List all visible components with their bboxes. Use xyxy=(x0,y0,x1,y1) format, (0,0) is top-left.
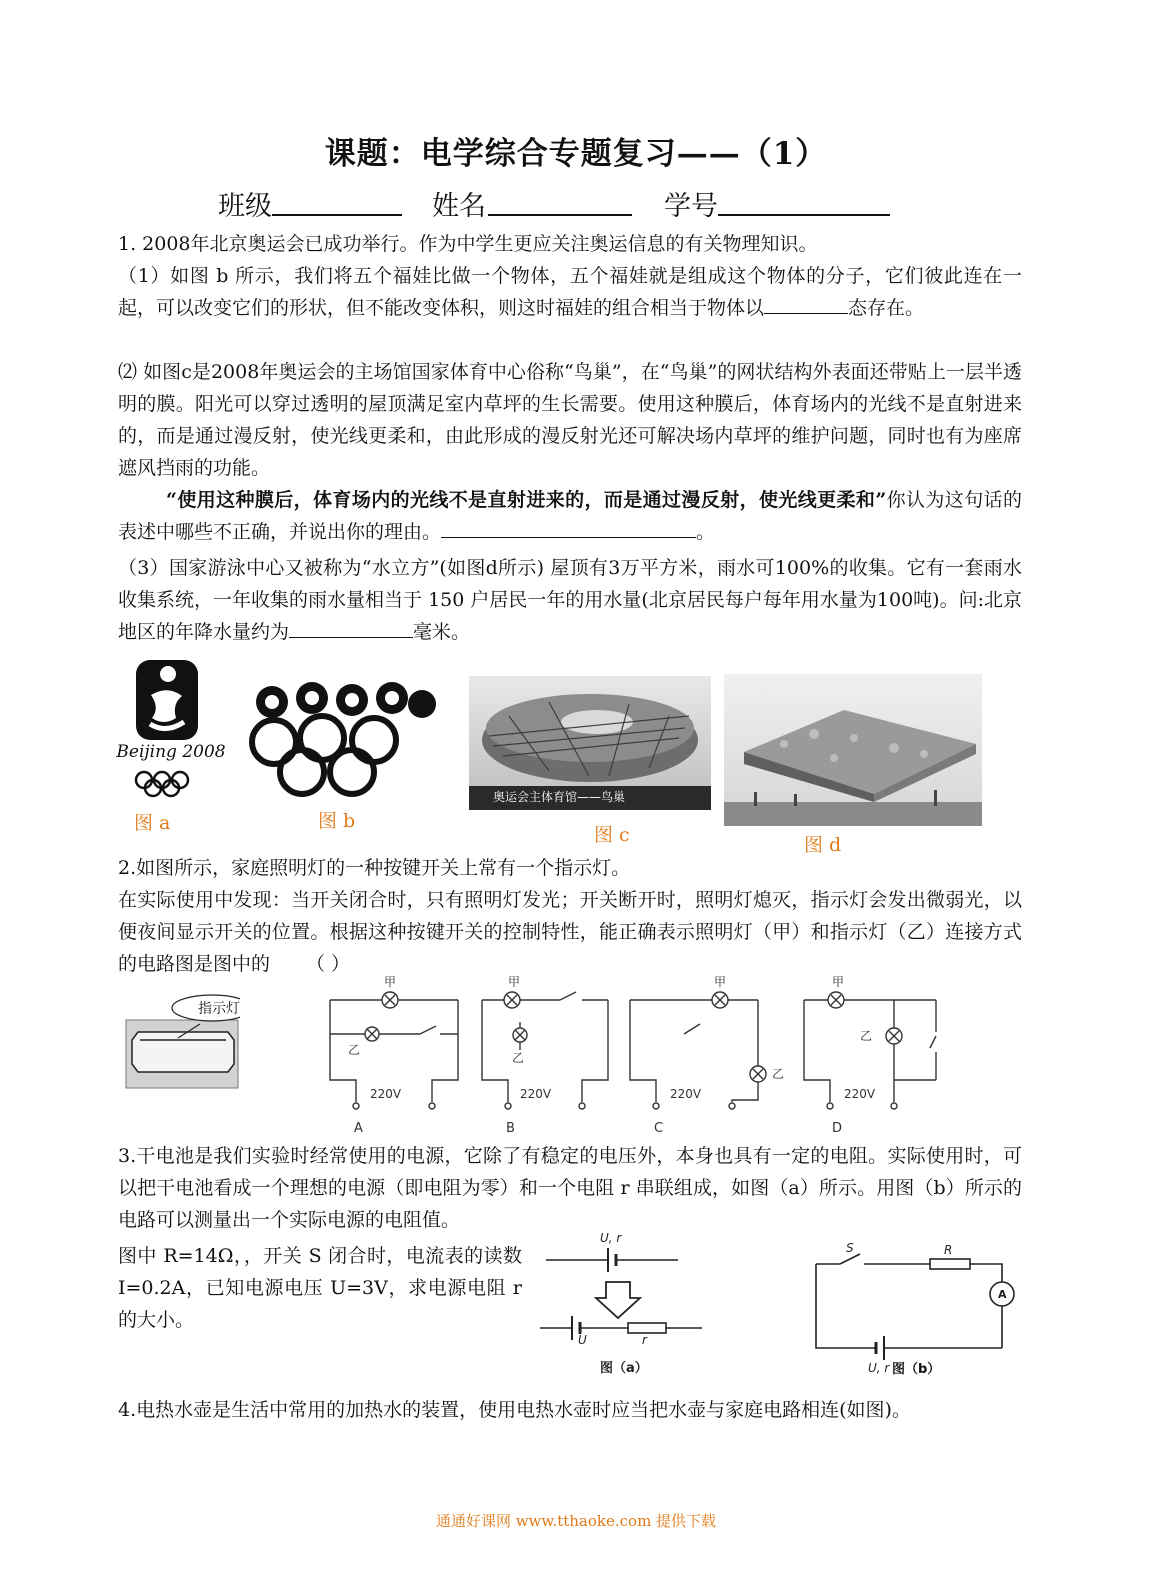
id-blank[interactable] xyxy=(718,186,890,216)
name-blank[interactable] xyxy=(488,186,632,216)
id-label: 学号 xyxy=(664,191,718,222)
option-d-label: D xyxy=(832,1121,843,1136)
water-cube-photo xyxy=(724,674,982,826)
q3-intro: 3.干电池是我们实验时经常使用的电源，它除了有稳定的电压外，本身也具有一定的电阻。实际使用时，可以把干电池看成一个理想的电源（即电阻为零）和一个电阻 r 串联组成，如图（a）所示。用图（b）所示的电路可以测量出一个实际电源的电阻值。 xyxy=(118,1145,1022,1231)
c-voltage: 220V xyxy=(670,1087,702,1101)
c-yi-label: 乙 xyxy=(772,1067,785,1081)
q4-text: 4.电热水壶是生活中常用的加热水的装置，使用电热水壶时应当把水壶与家庭电路相连(如图)。 xyxy=(118,1399,911,1421)
fig-a-caption: 图 a xyxy=(134,812,171,834)
beijing-logo xyxy=(116,660,226,800)
class-blank[interactable] xyxy=(272,186,402,216)
q1-part1-text: （1）如图 b 所示，我们将五个福娃比做一个物体，五个福娃就是组成这个物体的分子，它们彼此连在一起，可以改变它们的形状，但不能改变体积，则这时福娃的组合相当于物体以 xyxy=(118,265,1022,319)
class-label: 班级 xyxy=(218,191,272,222)
u-label: U xyxy=(578,1333,587,1347)
q1-quote-bold: “使用这种膜后，体育场内的光线不是直射进来的，而是通过漫反射，使光线更柔和” xyxy=(166,489,887,511)
option-b-label: B xyxy=(506,1121,515,1136)
b-jia-label: 甲 xyxy=(508,975,521,989)
a-yi-label: 乙 xyxy=(348,1043,361,1057)
q2-line1: 2.如图所示，家庭照明灯的一种按键开关上常有一个指示灯。 xyxy=(118,857,631,879)
footer-credit[interactable]: 通通好课网 www.tthaoke.com 提供下载 xyxy=(435,1512,717,1530)
c-jia-label: 甲 xyxy=(714,975,727,989)
d-jia-label: 甲 xyxy=(832,975,845,989)
q1-part2: ⑵ 如图c是2008年奥运会的主场馆国家体育中心俗称“鸟巢”，在“鸟巢”的网状结构外表面还带贴上一层半透明的膜。阳光可以穿过透明的屋顶满足室内草坪的生长需要。使用这种膜后，体育场内的光线不是直射进来的，而是通过漫反射，使光线更柔和，由此形成的漫反射光还可解决场内草坪的维护问题，同时也有为座席遮风挡雨的功能。 xyxy=(118,361,1022,479)
fig-c-caption: 图 c xyxy=(594,824,630,846)
birds-nest-photo xyxy=(469,676,711,810)
source-label: U, r xyxy=(868,1361,890,1375)
fig-3a-caption: 图（a） xyxy=(600,1361,648,1376)
indicator-label: 指示灯 xyxy=(198,1001,240,1017)
switch-illustration xyxy=(124,994,240,1090)
d-voltage: 220V xyxy=(844,1087,876,1101)
fig-3b-caption: 图（b） xyxy=(892,1362,941,1377)
resistor-label: R xyxy=(944,1243,953,1257)
page-title: 课题：电学综合专题复习——（1） xyxy=(324,136,828,172)
r-label: r xyxy=(642,1333,647,1347)
q2-body-text: 在实际使用中发现：当开关闭合时，只有照明灯发光；开关断开时，照明灯熄灭，指示灯会发出微弱光，以便夜间显示开关的位置。根据这种按键开关的控制特性，能正确表示照明灯（甲）和指示灯（乙）连接方式的电路图是图中的 xyxy=(118,889,1022,975)
s-label: S xyxy=(846,1241,854,1255)
q1-quote-text: 你认为这句话的表述中哪些不正确，并说出你的理由。 xyxy=(118,489,1022,543)
battery-model-figure xyxy=(536,1232,706,1380)
q1-part3-tail: 毫米。 xyxy=(413,621,471,643)
circuit-options xyxy=(320,972,950,1142)
name-label: 姓名 xyxy=(432,191,486,222)
b-voltage: 220V xyxy=(520,1087,552,1101)
nest-caption: 奥运会主体育馆——鸟巢 xyxy=(493,790,626,804)
q1-quote-blank[interactable] xyxy=(441,517,696,538)
fig-b-caption: 图 b xyxy=(318,810,356,832)
logo-text: Beijing 2008 xyxy=(116,742,226,762)
q1-quote-end: 。 xyxy=(696,521,716,543)
q1-part3 xyxy=(118,552,1022,648)
a-voltage: 220V xyxy=(370,1087,402,1101)
ur-label: U, r xyxy=(600,1232,622,1245)
fuwa-image xyxy=(244,676,440,800)
q1-part3-text: （3）国家游泳中心又被称为“水立方”(如图d所示) 屋顶有3万平方米，雨水可100%的收集。它有一套雨水收集系统，一年收集的雨水量相当于 150 户居民一年的用水量(北京居民每户每年用水量为100吨)。问:北京地区的年降水量约为 xyxy=(118,557,1022,643)
b-yi-label: 乙 xyxy=(512,1051,525,1065)
d-yi-label: 乙 xyxy=(860,1029,873,1043)
q2-answer-bracket[interactable]: （ ） xyxy=(306,953,351,975)
q1-quote xyxy=(118,484,1022,548)
option-c-label: C xyxy=(654,1121,664,1136)
q3-problem: 图中 R=14Ω，，开关 S 闭合时，电流表的读数 I=0.2A，已知电源电压 U=3V，求电源电阻 r 的大小。 xyxy=(118,1245,522,1331)
a-jia-label: 甲 xyxy=(384,975,397,989)
q1-intro: 1. 2008年北京奥运会已成功举行。作为中学生更应关注奥运信息的有关物理知识。 xyxy=(118,233,818,255)
q1-part1 xyxy=(118,260,1022,324)
q1-part3-blank[interactable] xyxy=(289,617,413,638)
option-a-label: A xyxy=(354,1121,363,1136)
fig-d-caption: 图 d xyxy=(804,834,842,856)
ammeter-icon: A xyxy=(998,1288,1007,1301)
q1-part1-blank[interactable] xyxy=(764,293,848,314)
q1-part1-tail: 态存在。 xyxy=(848,297,925,319)
q2-body xyxy=(118,884,1022,980)
